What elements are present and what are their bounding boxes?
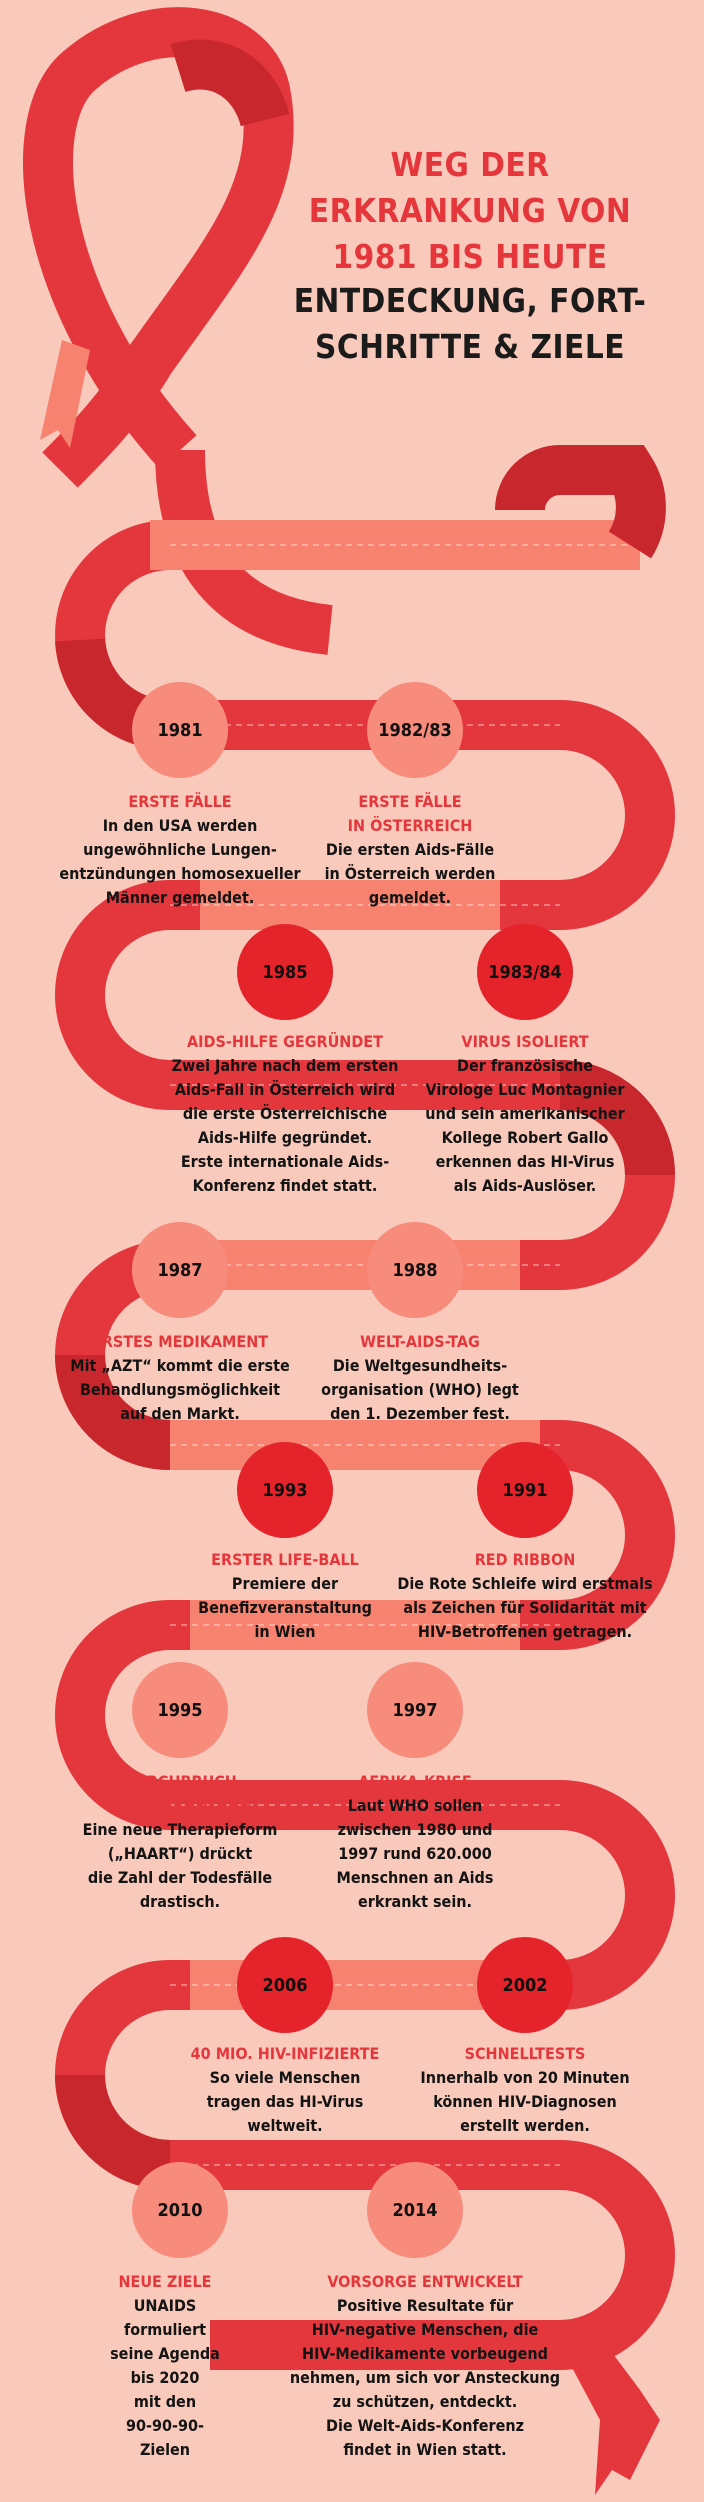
event-text: tragen das HI-Virus xyxy=(206,2092,364,2111)
event-text: bis 2020 xyxy=(130,2368,200,2387)
event-heading: DURCHBRUCH xyxy=(123,1772,237,1791)
event-heading: ERSTE FÄLLE xyxy=(358,792,462,811)
event-text: 1997 rund 620.000 xyxy=(338,1844,492,1863)
event-text: Aids-Fall in Österreich wird xyxy=(174,1080,396,1099)
event-caption xyxy=(295,1770,535,1914)
event-text: weltweit. xyxy=(247,2116,323,2135)
event-text: zu schützen, entdeckt. xyxy=(332,2392,518,2411)
event-heading: VIRUS ISOLIERT xyxy=(461,1032,589,1051)
event-text: HIV-Betroffenen getragen. xyxy=(417,1622,633,1641)
event-text: Aids-Hilfe gegründet. xyxy=(197,1128,373,1147)
event-text: Innerhalb von 20 Minuten xyxy=(420,2068,630,2087)
event-text: Menschnen an Aids xyxy=(336,1868,494,1887)
year-badge: 1987 xyxy=(132,1222,228,1318)
event-text: Eine neue Therapieform xyxy=(82,1820,278,1839)
event-caption xyxy=(290,1330,550,1426)
year-badge: 1982/83 xyxy=(367,682,463,778)
event-text: („HAART“) drückt xyxy=(107,1844,253,1863)
event-heading: AIDS-HILFE GEGRÜNDET xyxy=(187,1032,383,1051)
year-badge: 1991 xyxy=(477,1442,573,1538)
event-caption xyxy=(280,790,540,910)
event-caption xyxy=(50,1770,310,1914)
year-badge: 2014 xyxy=(367,2162,463,2258)
year-badge: 1983/84 xyxy=(477,924,573,1020)
event-text: ungewöhnliche Lungen- xyxy=(83,840,277,859)
event-text: die Zahl der Todesfälle xyxy=(87,1868,273,1887)
event-heading: IN ÖSTERREICH xyxy=(347,816,473,835)
event-text: Premiere der xyxy=(231,1574,339,1593)
event-text: als Aids-Auslöser. xyxy=(453,1176,597,1195)
year-badge: 1997 xyxy=(367,1662,463,1758)
event-text: Der französische xyxy=(456,1056,594,1075)
event-text: den 1. Dezember fest. xyxy=(330,1404,510,1423)
event-heading: ERSTE FÄLLE xyxy=(128,792,232,811)
year-badge: 1985 xyxy=(237,924,333,1020)
event-heading: 40 MIO. HIV-INFIZIERTE xyxy=(190,2044,380,2063)
event-caption xyxy=(145,1030,425,1198)
event-caption xyxy=(385,2042,665,2138)
event-text: nehmen, um sich vor Ansteckung xyxy=(289,2368,561,2387)
event-text: Zielen xyxy=(139,2440,191,2459)
event-text: HIV-Medikamente vorbeugend xyxy=(302,2344,548,2363)
event-text: HIV-negative Menschen, die xyxy=(311,2320,539,2339)
event-text: findet in Wien statt. xyxy=(343,2440,507,2459)
event-text: formuliert xyxy=(123,2320,207,2339)
event-text: Behandlungsmöglichkeit xyxy=(79,1380,281,1399)
ribbon-loop-dark xyxy=(178,65,265,120)
event-heading: SCHNELLTESTS xyxy=(464,2044,586,2063)
event-text: Erste internationale Aids- xyxy=(180,1152,390,1171)
event-text: zwischen 1980 und xyxy=(337,1820,493,1839)
event-text: Die ersten Aids-Fälle xyxy=(325,840,495,859)
event-heading: VORSORGE ENTWICKELT xyxy=(327,2272,523,2291)
event-text: In den USA werden xyxy=(102,816,258,835)
title-sub: ENTDECKUNG, FORT- SCHRITTE & ZIELE xyxy=(293,281,647,366)
event-text: in Wien xyxy=(254,1622,316,1641)
event-text: Die Welt-Aids-Konferenz xyxy=(326,2416,524,2435)
event-heading: BEI BEHANDLUNG xyxy=(108,1796,252,1815)
year-badge: 1993 xyxy=(237,1442,333,1538)
event-text: erstellt werden. xyxy=(460,2116,590,2135)
event-text: Die Rote Schleife wird erstmals xyxy=(397,1574,653,1593)
event-text: können HIV-Diagnosen xyxy=(433,2092,617,2111)
event-text: UNAIDS xyxy=(133,2296,197,2315)
event-text: auf den Markt. xyxy=(120,1404,240,1423)
event-text: mit den xyxy=(133,2392,197,2411)
event-text: Zwei Jahre nach dem ersten xyxy=(171,1056,399,1075)
event-text: Laut WHO sollen xyxy=(347,1796,483,1815)
event-text: gemeldet. xyxy=(368,888,452,907)
event-text: Benefizveranstaltung xyxy=(198,1598,372,1617)
event-text: und sein amerikanischer xyxy=(425,1104,625,1123)
event-caption xyxy=(375,1548,675,1644)
year-badge: 1981 xyxy=(132,682,228,778)
event-caption xyxy=(50,1330,310,1426)
event-heading: NEUE ZIELE xyxy=(118,2272,212,2291)
event-text: So viele Menschen xyxy=(209,2068,361,2087)
event-text: die erste Österreichische xyxy=(182,1104,388,1123)
event-text: erkrankt sein. xyxy=(358,1892,472,1911)
event-heading: ERSTES MEDIKAMENT xyxy=(91,1332,269,1351)
year-badge: 1995 xyxy=(132,1662,228,1758)
event-text: Kollege Robert Gallo xyxy=(441,1128,609,1147)
event-heading: WELT-AIDS-TAG xyxy=(360,1332,480,1351)
event-text: entzündungen homosexueller xyxy=(59,864,301,883)
year-badge: 2006 xyxy=(237,1937,333,2033)
event-heading: AFRIKA-KRISE xyxy=(358,1772,472,1791)
year-badge: 1988 xyxy=(367,1222,463,1318)
event-text: drastisch. xyxy=(139,1892,221,1911)
event-text: Mit „AZT“ kommt die erste xyxy=(70,1356,290,1375)
event-text: als Zeichen für Solidarität mit xyxy=(403,1598,647,1617)
event-text: in Österreich werden xyxy=(324,864,496,883)
title-main: WEG DER ERKRANKUNG VON 1981 BIS HEUTE xyxy=(308,145,632,276)
event-text: Positive Resultate für xyxy=(336,2296,514,2315)
event-text: Die Weltgesundheits- xyxy=(332,1356,508,1375)
event-text: seine Agenda xyxy=(110,2344,220,2363)
event-caption xyxy=(85,2270,245,2462)
event-text: organisation (WHO) legt xyxy=(321,1380,519,1399)
event-text: erkennen das HI-Virus xyxy=(435,1152,615,1171)
event-heading: RED RIBBON xyxy=(474,1550,576,1569)
year-badge: 2002 xyxy=(477,1937,573,2033)
event-text: 90-90-90- xyxy=(125,2416,205,2435)
event-caption xyxy=(265,2270,585,2462)
year-badge: 2010 xyxy=(132,2162,228,2258)
event-text: Männer gemeldet. xyxy=(105,888,255,907)
event-heading: ERSTER LIFE-BALL xyxy=(211,1550,359,1569)
event-text: Konferenz findet statt. xyxy=(192,1176,378,1195)
event-text: Virologe Luc Montagnier xyxy=(425,1080,625,1099)
event-caption xyxy=(395,1030,655,1198)
